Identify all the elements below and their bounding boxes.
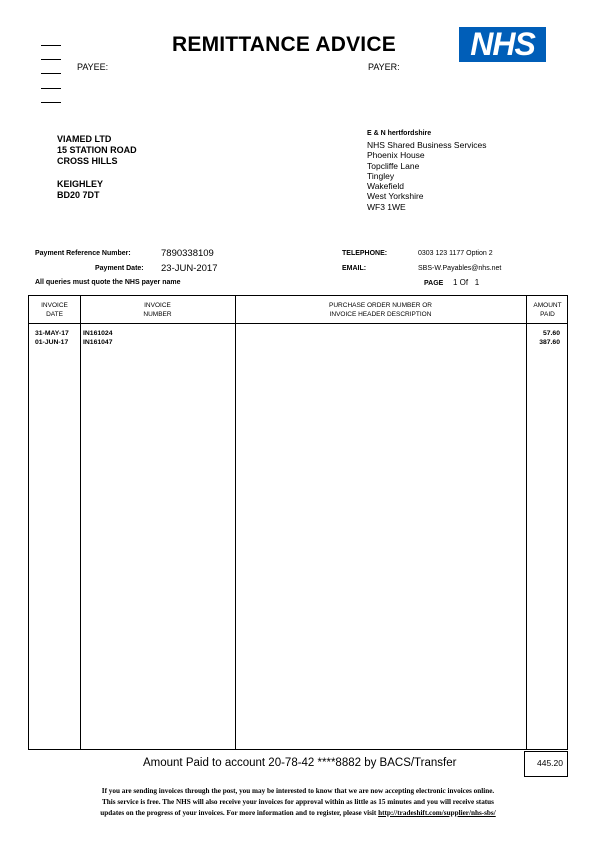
- nhs-logo: NHS: [459, 27, 546, 62]
- footer-line-text: updates on the progress of your invoices. For more information and to register, please visit: [100, 809, 379, 817]
- total-amount: 445.20: [524, 751, 568, 777]
- payer-line: Phoenix House: [367, 150, 425, 161]
- payee-address: [57, 134, 137, 201]
- payment-reference-value: 7890338109: [161, 248, 214, 259]
- page-title: REMITTANCE ADVICE: [172, 33, 396, 56]
- row-invoice-date: 31-MAY-17: [35, 330, 69, 337]
- payee-line-blank: [57, 167, 137, 179]
- margin-mark: [41, 88, 61, 89]
- row-invoice-date: 01-JUN-17: [35, 339, 69, 346]
- tradeshift-link[interactable]: http://tradeshift.com/supplier/nhs-sbs/: [378, 809, 496, 817]
- payer-line: Wakefield: [367, 181, 405, 192]
- column-divider: [235, 296, 236, 749]
- margin-mark: [41, 59, 61, 60]
- email-value: SBS-W.Payables@nhs.net: [418, 265, 502, 272]
- payer-line: Tingley: [367, 170, 395, 181]
- payment-date-value: 23-JUN-2017: [161, 263, 218, 274]
- payment-reference-label: Payment Reference Number:: [35, 250, 131, 257]
- payer-line: West Yorkshire: [367, 191, 424, 202]
- row-invoice-number: IN161024: [83, 330, 113, 337]
- row-amount: 57.60: [542, 330, 560, 337]
- telephone-label: TELEPHONE:: [342, 250, 388, 257]
- payment-date-label: Payment Date:: [95, 265, 144, 272]
- header-amount: AMOUNT PAID: [533, 302, 562, 318]
- telephone-value: 0303 123 1177 Option 2: [418, 250, 493, 257]
- amount-paid-summary: Amount Paid to account 20-78-42 ****8882 by BACS/Transfer: [143, 757, 457, 769]
- payee-line: BD20 7DT: [57, 190, 100, 200]
- margin-mark: [41, 102, 61, 103]
- header-invoice-number: INVOICE NUMBER: [143, 302, 172, 318]
- payer-label: PAYER:: [368, 62, 400, 72]
- header-description: PURCHASE ORDER NUMBER OR INVOICE HEADER DESCRIPTION: [329, 302, 432, 318]
- payee-line: CROSS HILLS: [57, 156, 118, 166]
- margin-mark: [41, 45, 61, 46]
- payee-line: 15 STATION ROAD: [57, 145, 137, 155]
- row-invoice-number: IN161047: [83, 339, 113, 346]
- payee-line: KEIGHLEY: [57, 179, 104, 189]
- margin-mark: [41, 73, 61, 74]
- footer-note: [40, 786, 556, 819]
- page-label: PAGE: [424, 280, 444, 287]
- queries-note: All queries must quote the NHS payer name: [35, 279, 181, 286]
- email-label: EMAIL:: [342, 265, 367, 272]
- footer-line: This service is free. The NHS will also receive your invoices for approval within as little as 15 minutes and you will receive status: [102, 798, 494, 806]
- header-divider: [29, 323, 567, 324]
- page-value: 1 Of 1: [453, 278, 480, 287]
- row-amount: 387.60: [539, 339, 560, 346]
- payer-line: NHS Shared Business Services: [367, 140, 487, 150]
- footer-line: [40, 808, 556, 819]
- column-divider: [80, 296, 81, 749]
- payee-line: VIAMED LTD: [57, 134, 112, 144]
- payer-line: Topcliffe Lane: [367, 160, 420, 171]
- column-divider: [526, 296, 527, 749]
- header-invoice-date: INVOICE DATE: [41, 302, 68, 318]
- payer-line: WF3 1WE: [367, 201, 406, 212]
- payer-name: E & N hertfordshire: [367, 130, 432, 137]
- footer-line: If you are sending invoices through the post, you may be interested to know that we are now accepting electronic invoices online.: [101, 787, 495, 795]
- invoice-table: [28, 295, 568, 750]
- payer-address: [367, 130, 487, 212]
- payee-label: PAYEE:: [77, 62, 109, 72]
